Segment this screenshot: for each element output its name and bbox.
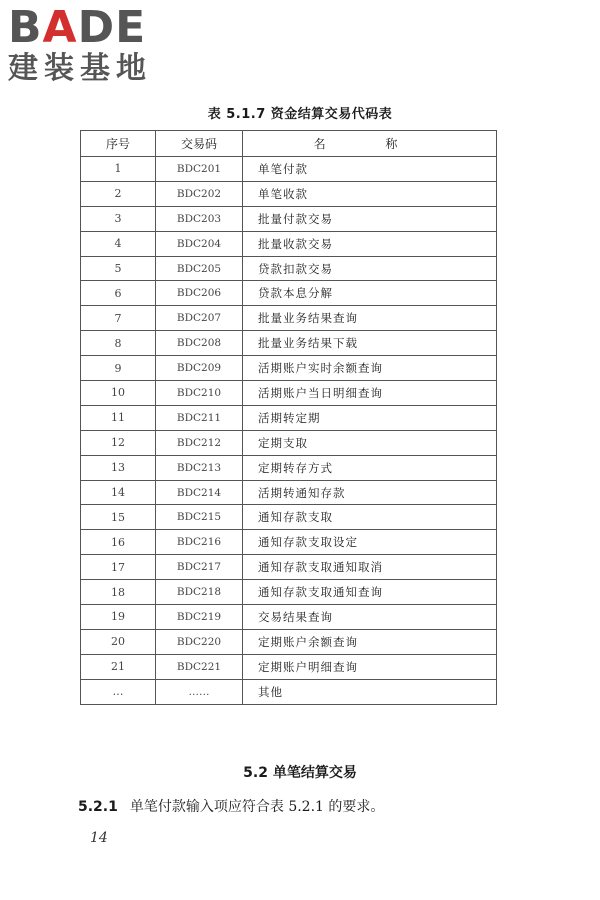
row-name: 通知存款支取 <box>243 505 497 530</box>
table-row <box>81 157 497 182</box>
row-seq: 6 <box>81 281 156 306</box>
section-heading: 5.2 单笔结算交易 <box>243 765 357 781</box>
row-seq: 20 <box>81 629 156 654</box>
table-row <box>81 530 497 555</box>
table-row <box>81 505 497 530</box>
row-code: BDC203 <box>156 206 243 231</box>
row-code: BDC202 <box>156 181 243 206</box>
row-seq: 18 <box>81 580 156 605</box>
table-row <box>81 405 497 430</box>
row-name: 单笔付款 <box>243 157 497 182</box>
row-code: BDC204 <box>156 231 243 256</box>
logo-letter-a: A <box>42 2 78 53</box>
table-row <box>81 605 497 630</box>
row-code: …… <box>156 679 243 704</box>
row-seq: 9 <box>81 356 156 381</box>
table-row <box>81 281 497 306</box>
row-seq: 15 <box>81 505 156 530</box>
row-name: 活期转定期 <box>243 405 497 430</box>
row-seq: 5 <box>81 256 156 281</box>
row-seq: 7 <box>81 306 156 331</box>
row-seq: 8 <box>81 331 156 356</box>
clause-paragraph <box>78 796 384 816</box>
row-name: 其他 <box>243 679 497 704</box>
row-code: BDC201 <box>156 157 243 182</box>
row-seq: 4 <box>81 231 156 256</box>
row-code: BDC216 <box>156 530 243 555</box>
row-seq: 2 <box>81 181 156 206</box>
logo-subtitle: 建装基地 <box>8 51 152 86</box>
table-row <box>81 629 497 654</box>
row-name: 定期支取 <box>243 430 497 455</box>
row-name: 贷款扣款交易 <box>243 256 497 281</box>
transaction-code-table <box>80 130 497 705</box>
table-row <box>81 555 497 580</box>
row-seq: 21 <box>81 654 156 679</box>
row-code: BDC217 <box>156 555 243 580</box>
row-code: BDC218 <box>156 580 243 605</box>
table-caption: 表 5.1.7 资金结算交易代码表 <box>207 107 393 122</box>
row-name: 批量业务结果下载 <box>243 331 497 356</box>
row-name: 单笔收款 <box>243 181 497 206</box>
row-name: 通知存款支取通知取消 <box>243 555 497 580</box>
row-name: 通知存款支取设定 <box>243 530 497 555</box>
row-seq: … <box>81 679 156 704</box>
row-code: BDC208 <box>156 331 243 356</box>
row-seq: 12 <box>81 430 156 455</box>
row-name: 活期转通知存款 <box>243 480 497 505</box>
table-row <box>81 455 497 480</box>
logo-wordmark <box>8 2 178 53</box>
table-row <box>81 381 497 406</box>
row-name: 定期账户余额查询 <box>243 629 497 654</box>
watermark-logo <box>8 2 178 86</box>
row-seq: 10 <box>81 381 156 406</box>
clause-text: 单笔付款输入项应符合表 5.2.1 的要求。 <box>129 799 385 815</box>
row-code: BDC212 <box>156 430 243 455</box>
row-code: BDC207 <box>156 306 243 331</box>
row-name: 活期账户实时余额查询 <box>243 356 497 381</box>
header-seq: 序号 <box>81 131 156 157</box>
table-row <box>81 181 497 206</box>
page-number: 14 <box>90 830 108 846</box>
row-seq: 14 <box>81 480 156 505</box>
row-name: 批量业务结果查询 <box>243 306 497 331</box>
row-code: BDC205 <box>156 256 243 281</box>
row-name: 贷款本息分解 <box>243 281 497 306</box>
table-row <box>81 480 497 505</box>
row-seq: 13 <box>81 455 156 480</box>
table-header-row <box>81 131 497 157</box>
row-name: 批量收款交易 <box>243 231 497 256</box>
table-row <box>81 206 497 231</box>
row-code: BDC209 <box>156 356 243 381</box>
row-name: 交易结果查询 <box>243 605 497 630</box>
logo-letters-de: DE <box>77 2 147 53</box>
table-row <box>81 580 497 605</box>
table-row <box>81 256 497 281</box>
row-code: BDC214 <box>156 480 243 505</box>
clause-number: 5.2.1 <box>78 799 118 815</box>
row-seq: 16 <box>81 530 156 555</box>
table-row <box>81 430 497 455</box>
table-row <box>81 331 497 356</box>
row-name: 通知存款支取通知查询 <box>243 580 497 605</box>
row-name: 定期账户明细查询 <box>243 654 497 679</box>
row-code: BDC206 <box>156 281 243 306</box>
row-code: BDC221 <box>156 654 243 679</box>
row-seq: 3 <box>81 206 156 231</box>
row-code: BDC219 <box>156 605 243 630</box>
row-name: 定期转存方式 <box>243 455 497 480</box>
table-row <box>81 356 497 381</box>
logo-letter-b: B <box>8 2 43 53</box>
row-seq: 17 <box>81 555 156 580</box>
row-name: 活期账户当日明细查询 <box>243 381 497 406</box>
table-row <box>81 679 497 704</box>
table-row <box>81 306 497 331</box>
row-code: BDC220 <box>156 629 243 654</box>
row-code: BDC211 <box>156 405 243 430</box>
row-seq: 19 <box>81 605 156 630</box>
row-name: 批量付款交易 <box>243 206 497 231</box>
header-code: 交易码 <box>156 131 243 157</box>
table-row <box>81 231 497 256</box>
table-row <box>81 654 497 679</box>
row-code: BDC213 <box>156 455 243 480</box>
row-code: BDC215 <box>156 505 243 530</box>
row-seq: 11 <box>81 405 156 430</box>
row-code: BDC210 <box>156 381 243 406</box>
row-seq: 1 <box>81 157 156 182</box>
header-name: 名 称 <box>243 131 497 157</box>
